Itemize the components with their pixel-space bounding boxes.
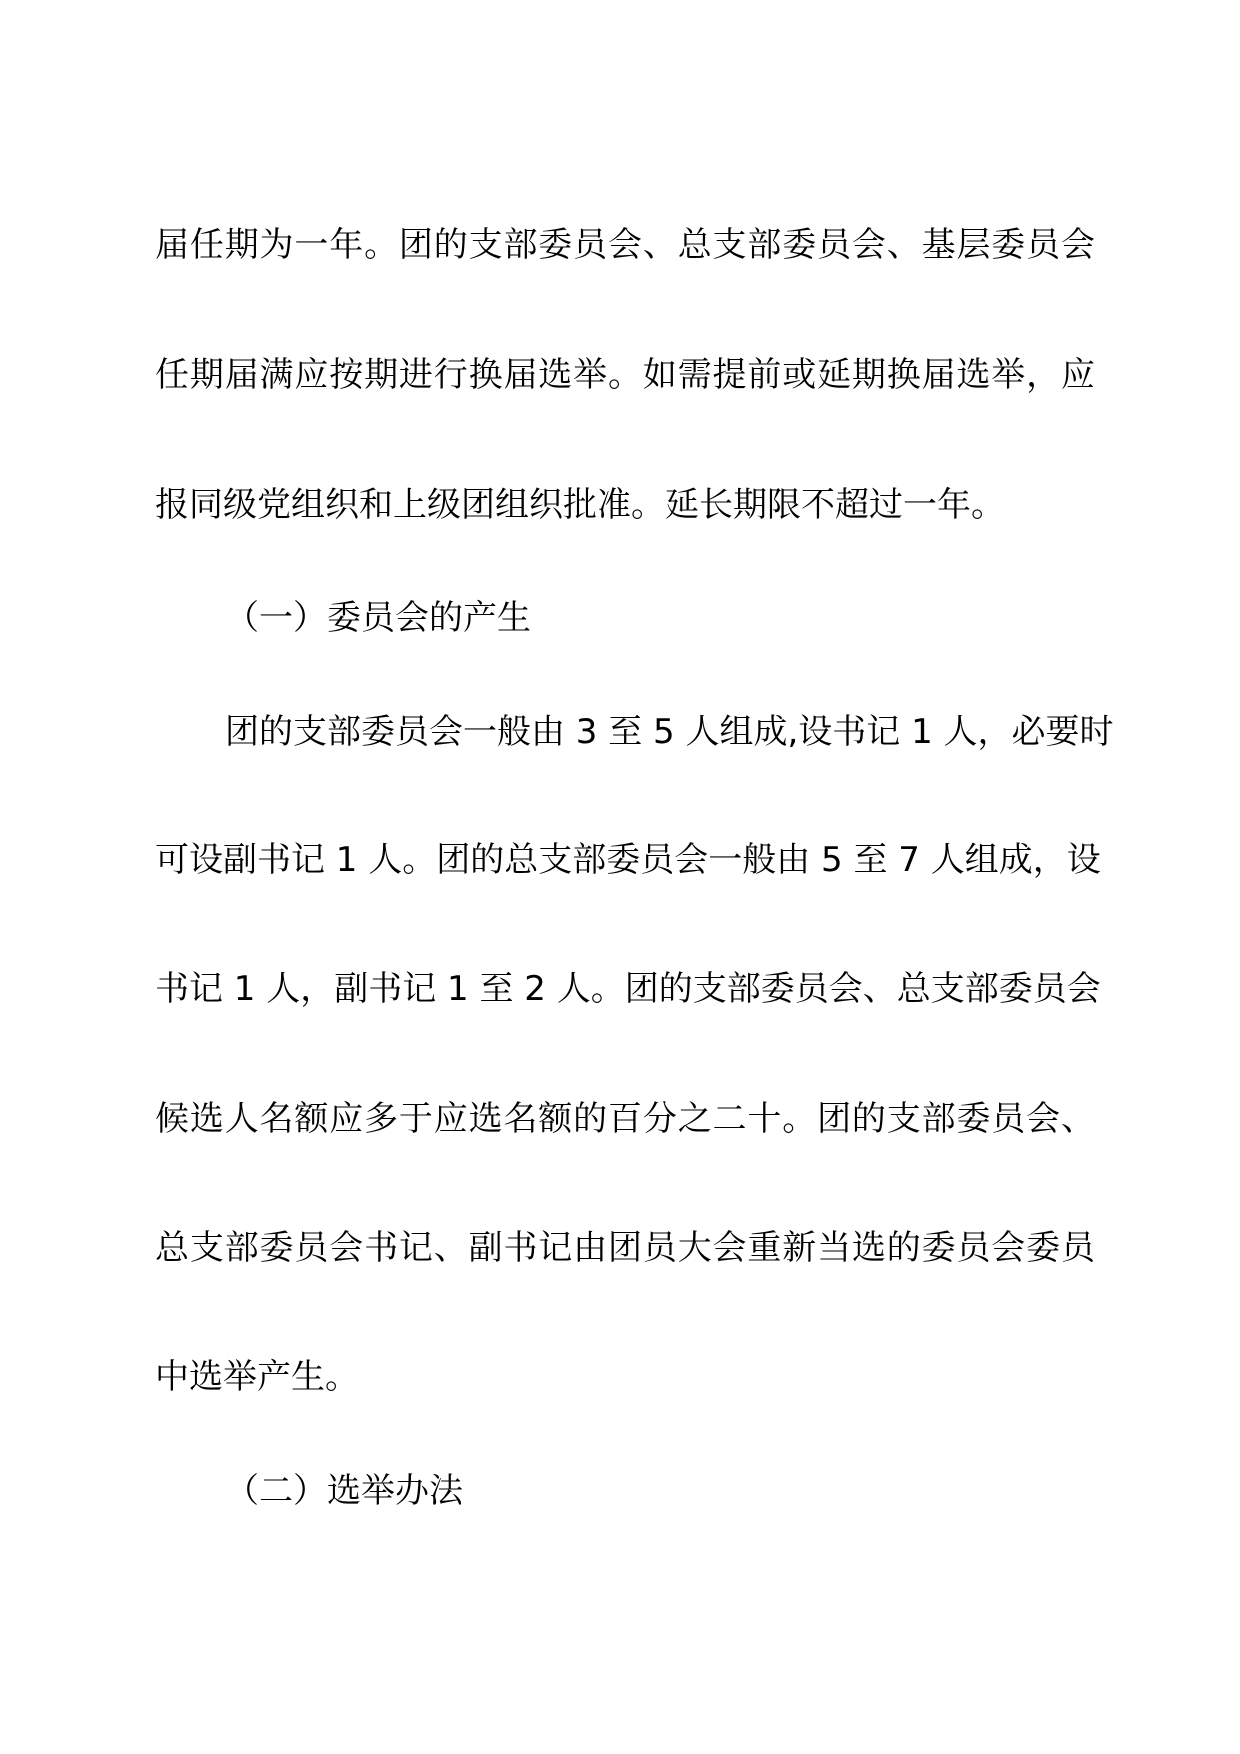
- paragraph-line-4: 团的支部委员会一般由 3 至 5 人组成,设书记 1 人，必要时: [225, 712, 1114, 752]
- paragraph-line-8: 总支部委员会书记、副书记由团员大会重新当选的委员会委员: [155, 1228, 1095, 1268]
- paragraph-line-6: 书记 1 人，副书记 1 至 2 人。团的支部委员会、总支部委员会: [155, 969, 1101, 1009]
- section-heading-1: （一）委员会的产生: [225, 598, 531, 638]
- paragraph-line-1: 届任期为一年。团的支部委员会、总支部委员会、基层委员会: [155, 225, 1095, 265]
- paragraph-line-3: 报同级党组织和上级团组织批准。延长期限不超过一年。: [155, 485, 1005, 525]
- section-heading-2: （二）选举办法: [225, 1471, 463, 1511]
- paragraph-line-5: 可设副书记 1 人。团的总支部委员会一般由 5 至 7 人组成，设: [155, 840, 1101, 880]
- paragraph-line-2: 任期届满应按期进行换届选举。如需提前或延期换届选举，应: [155, 355, 1095, 395]
- paragraph-line-9: 中选举产生。: [155, 1357, 359, 1397]
- paragraph-line-7: 候选人名额应多于应选名额的百分之二十。团的支部委员会、: [155, 1099, 1095, 1139]
